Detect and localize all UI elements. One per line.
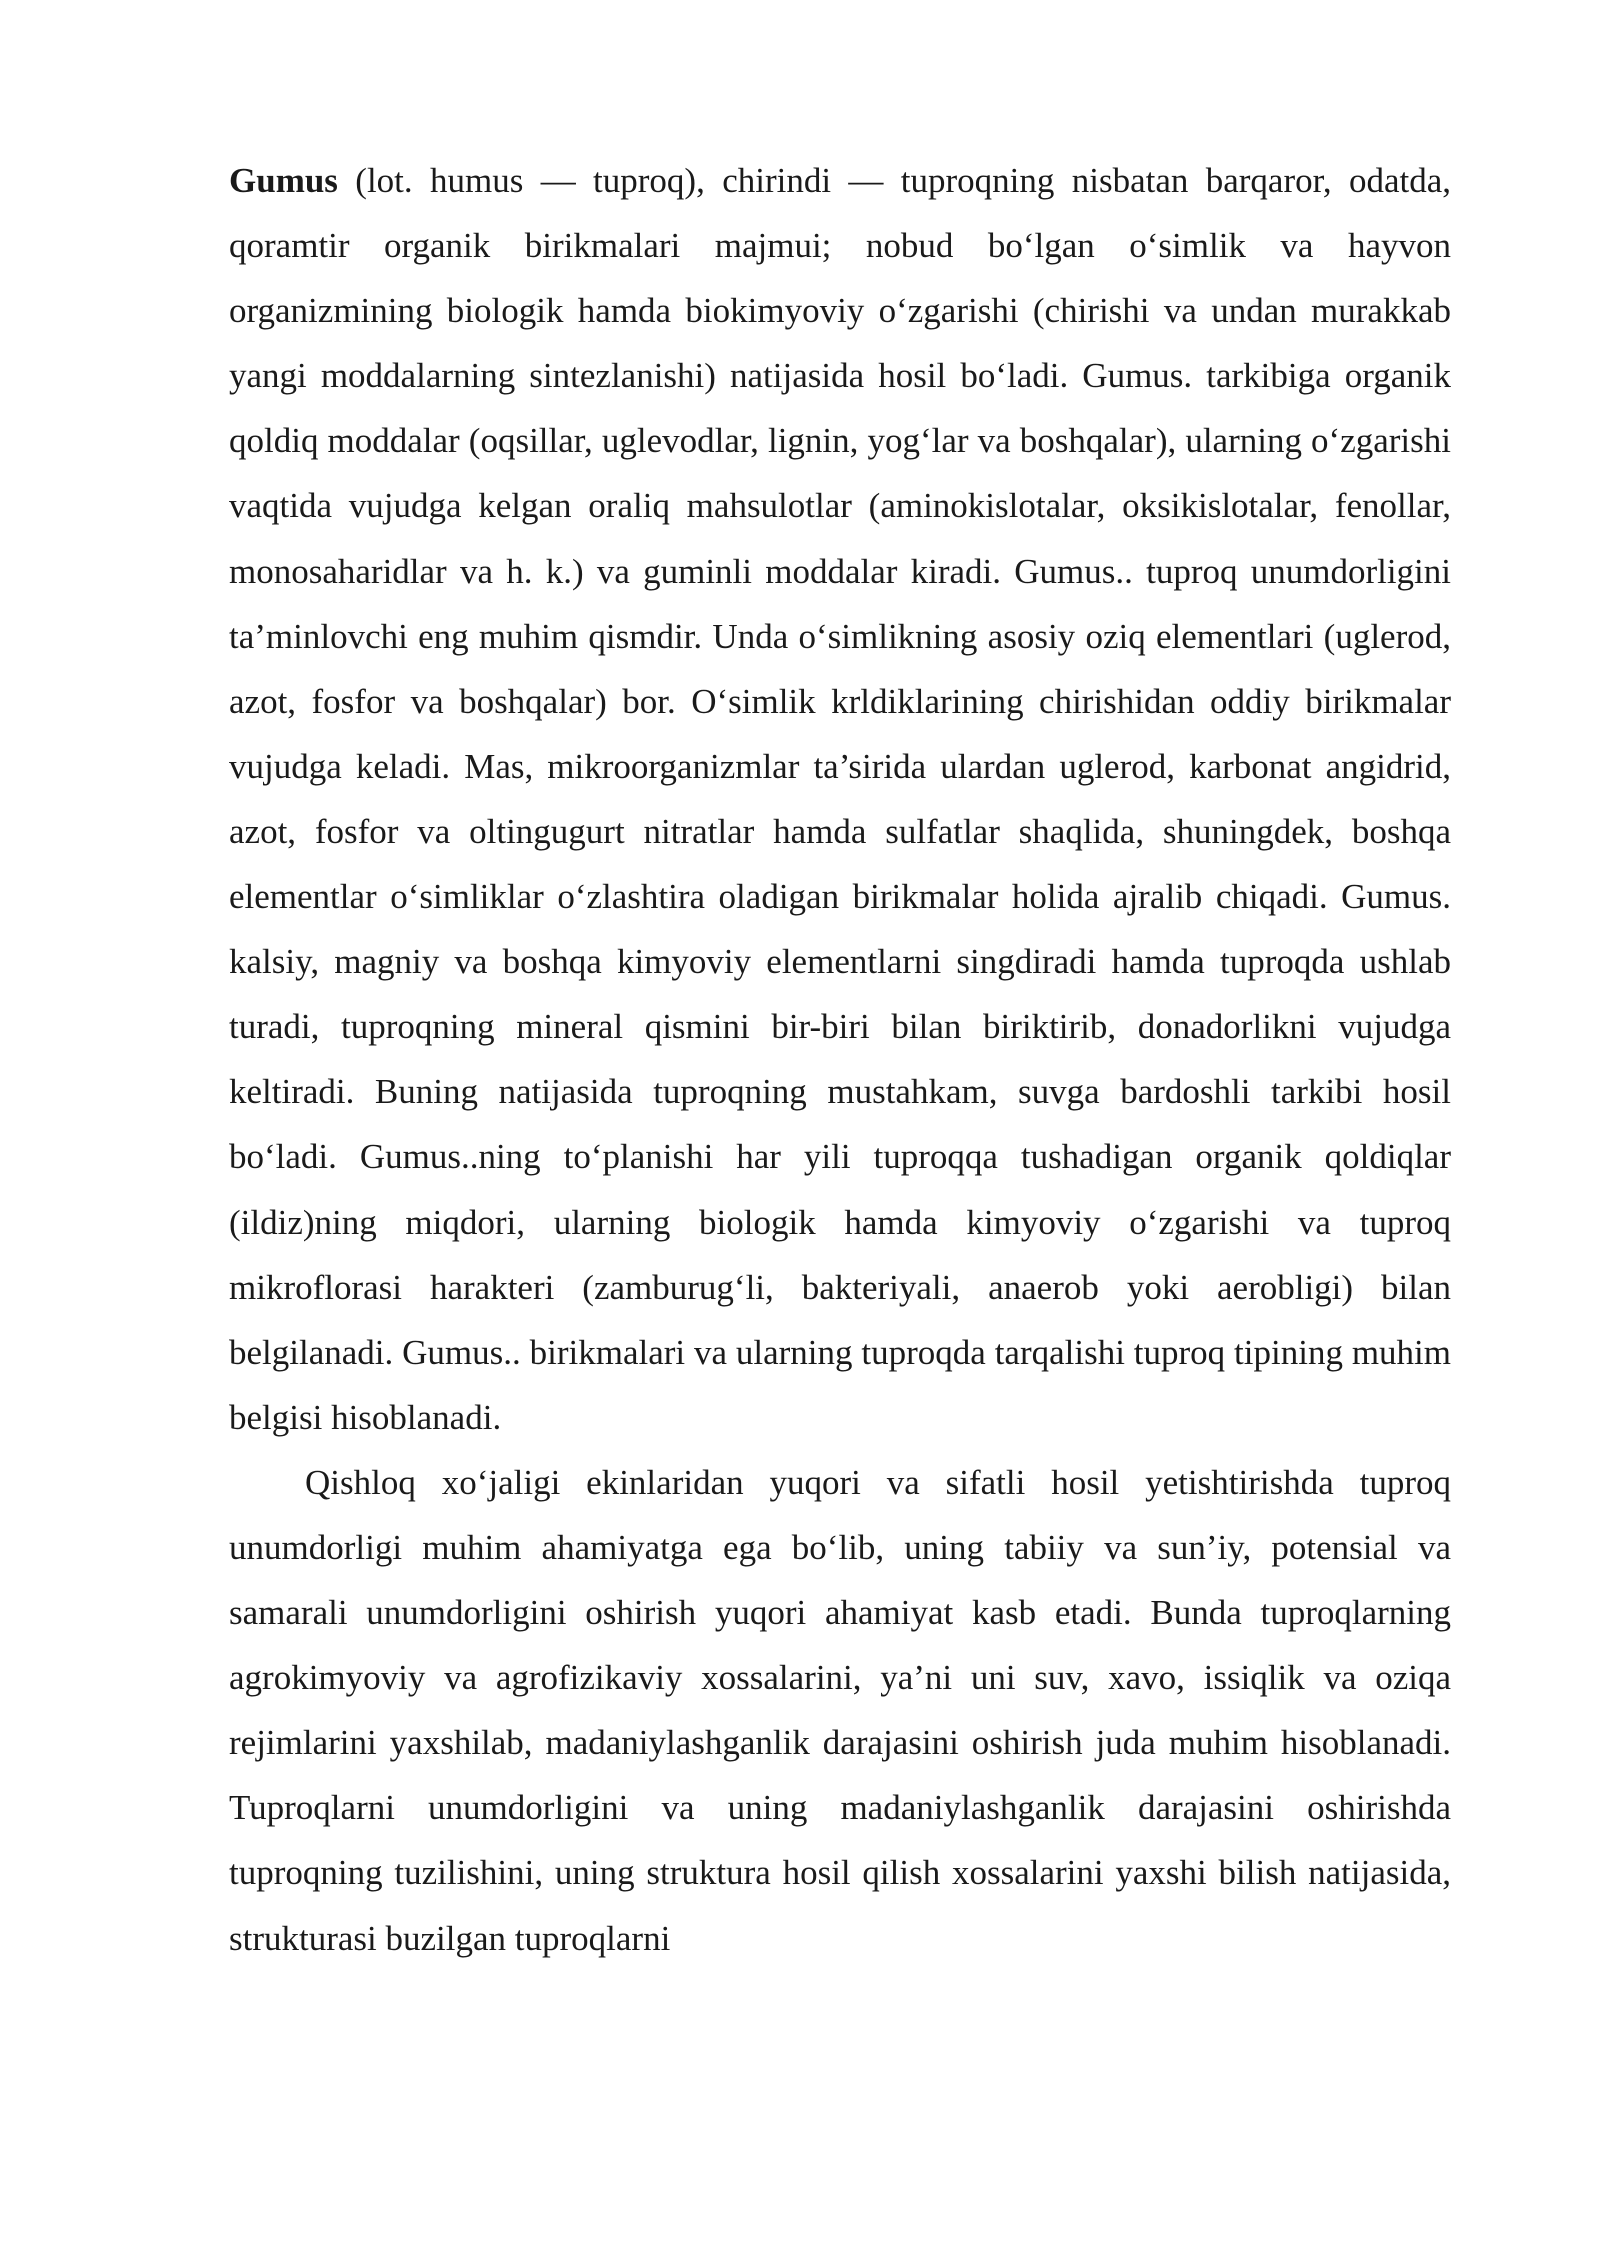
term-gumus: Gumus bbox=[229, 161, 338, 200]
paragraph-2-text: Qishloq xo‘jaligi ekinlaridan yuqori va sifatli hosil yetishtirishda tuproq unumdorligi muhim ahamiyatga ega bo‘lib, uning tabiiy va sun’iy, potensial va samarali unumdorligini oshirish yuqori ahamiyat kasb etadi. Bunda tuproqlarning agrokimyoviy va agrofizikaviy xossalarini, ya’ni uni suv, xavo, issiqlik va oziqa rejimlarini yaxshilab, madaniylashganlik darajasini oshirish juda muhim hisoblanadi. Tuproqlarni unumdorligini va uning madaniylashganlik darajasini oshirishda tuproqning tuzilishini, uning struktura hosil qilish xossalarini yaxshi bilish natijasida, strukturasi buzilgan tuproqlarni bbox=[229, 1462, 1451, 1958]
paragraph-1-text: (lot. humus — tuproq), chirindi — tuproqning nisbatan barqaror, odatda, qoramtir organik birikmalari majmui; nobud bo‘lgan o‘simlik va hayvon organizmining biologik hamda biokimyoviy o‘zgarishi (chirishi va undan murakkab yangi moddalarning sintezlanishi) natijasida hosil bo‘ladi. Gumus. tarkibiga organik qoldiq moddalar (oqsillar, uglevodlar, lignin, yog‘lar va boshqalar), ularning o‘zgarishi vaqtida vujudga kelgan oraliq mahsulotlar (aminokislotalar, oksikislotalar, fenollar, monosaharidlar va h. k.) va guminli moddalar kiradi. Gumus.. tuproq unumdorligini ta’minlovchi eng muhim qismdir. Unda o‘simlikning asosiy oziq elementlari (uglerod, azot, fosfor va boshqalar) bor. O‘simlik krldiklarining chirishidan oddiy birikmalar vujudga keladi. Mas, mikroorganizmlar ta’sirida ulardan uglerod, karbonat angidrid, azot, fosfor va oltingugurt nitratlar hamda sulfatlar shaqlida, shuningdek, boshqa elementlar o‘simliklar o‘zlashtira oladigan birikmalar holida ajralib chiqadi. Gumus. kalsiy, magniy va boshqa kimyoviy elementlarni singdiradi hamda tuproqda ushlab turadi, tuproqning mineral qismini bir-biri bilan biriktirib, donadorlikni vujudga keltiradi. Buning natijasida tuproqning mustahkam, suvga bardoshli tarkibi hosil bo‘ladi. Gumus..ning to‘planishi har yili tuproqqa tushadigan organik qoldiqlar (ildiz)ning miqdori, ularning biologik hamda kimyoviy o‘zgarishi va tuproq mikroflorasi harakteri (zamburug‘li, bakteriyali, anaerob yoki aerobligi) bilan belgilanadi. Gumus.. birikmalari va ularning tuproqda tarqalishi tuproq tipining muhim belgisi hisoblanadi. bbox=[229, 161, 1451, 1437]
paragraph-gumus-definition bbox=[229, 148, 1451, 1450]
body-text bbox=[229, 148, 1451, 1971]
paragraph-soil-fertility bbox=[229, 1450, 1451, 1971]
